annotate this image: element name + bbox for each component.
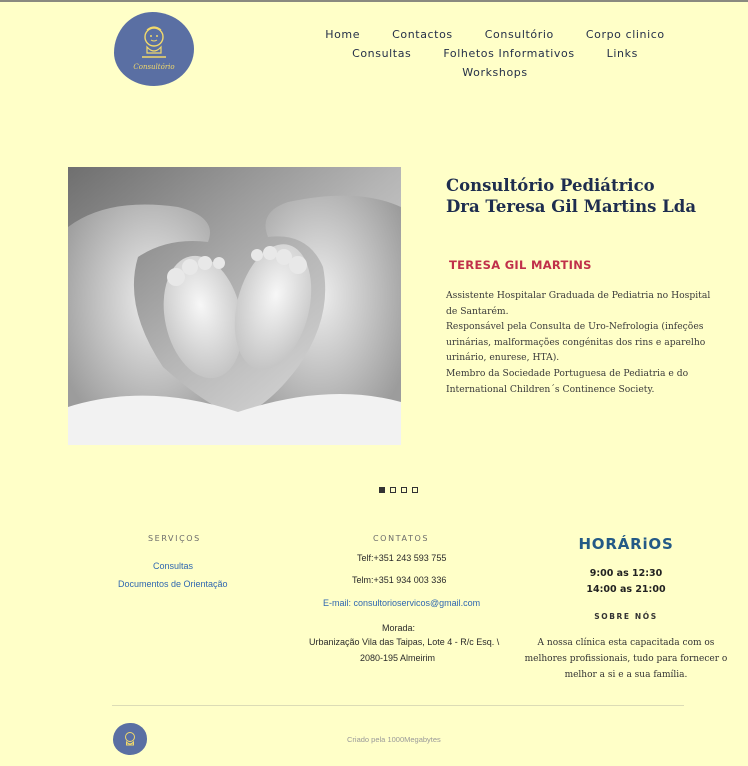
address-line-1: Urbanização Vila das Taipas, Lote 4 - R/c Esq. \ (309, 637, 500, 647)
doctor-bio (446, 288, 716, 397)
carousel-dot-2[interactable] (390, 487, 396, 493)
main-navigation (290, 29, 700, 79)
carousel-dot-3[interactable] (401, 487, 407, 493)
contact-mobile: Telm:+351 934 003 336 (352, 575, 447, 585)
nav-folhetos-informativos[interactable]: Folhetos Informativos (443, 47, 575, 60)
nav-links[interactable]: Links (606, 47, 638, 60)
schedule-heading: HORÁRiOS (578, 535, 674, 553)
hero-photo-baby-feet (68, 167, 401, 445)
carousel-dot-4[interactable] (412, 487, 418, 493)
schedule-morning: 9:00 as 12:30 (589, 568, 663, 579)
bio-paragraph: Responsável pela Consulta de Uro-Nefrologia (infeções urinárias, malformações congénitas dos rins e aparelho urinário, enurese, HTA). (446, 321, 706, 364)
about-text: A nossa clínica esta capacitada com os melhores profissionais, tudo para fornecer o melhor a si e a sua família. (524, 638, 728, 680)
carousel-indicators (379, 487, 418, 493)
footer-divider (112, 705, 684, 706)
nav-consultorio[interactable]: Consultório (484, 28, 554, 41)
address-label: Morada: (382, 623, 416, 633)
nav-workshops[interactable]: Workshops (462, 66, 528, 79)
bio-paragraph: Membro da Sociedade Portuguesa de Pediatria e do International Children´s Continence Society. (446, 367, 689, 395)
about-heading: SOBRE NÓS (594, 612, 658, 621)
site-logo[interactable] (114, 12, 194, 86)
footer-logo[interactable] (113, 723, 147, 755)
contact-email-link[interactable]: E-mail: consultorioservicos@gmail.com (323, 598, 481, 608)
nav-home[interactable]: Home (325, 28, 361, 41)
baby-illustration-icon (120, 729, 140, 749)
page-title (446, 175, 726, 217)
baby-illustration-icon (134, 21, 174, 61)
address-line-2: 2080-195 Almeirim (360, 653, 436, 663)
nav-consultas[interactable]: Consultas (352, 47, 412, 60)
carousel-dot-1[interactable] (379, 487, 385, 493)
footer-credit: Criado pela 1000Megabytes (347, 735, 441, 744)
contacts-heading: CONTATOS (373, 534, 430, 543)
nav-corpo-clinico[interactable]: Corpo clinico (585, 28, 665, 41)
title-line-2: Dra Teresa Gil Martins Lda (446, 197, 697, 216)
services-link-documentos[interactable]: Documentos de Orientação (118, 579, 228, 589)
nav-contactos[interactable]: Contactos (392, 28, 453, 41)
bio-paragraph: Assistente Hospitalar Graduada de Pediatria no Hospital de Santarém. (446, 290, 711, 317)
services-heading: SERVIÇOS (148, 534, 201, 543)
contact-telephone: Telf:+351 243 593 755 (357, 553, 447, 563)
schedule-afternoon: 14:00 as 21:00 (586, 584, 666, 595)
title-line-1: Consultório Pediátrico (446, 176, 655, 195)
logo-label: Consultório (133, 63, 175, 71)
services-link-consultas[interactable]: Consultas (153, 561, 194, 571)
doctor-name: TERESA GIL MARTINS (449, 258, 592, 272)
